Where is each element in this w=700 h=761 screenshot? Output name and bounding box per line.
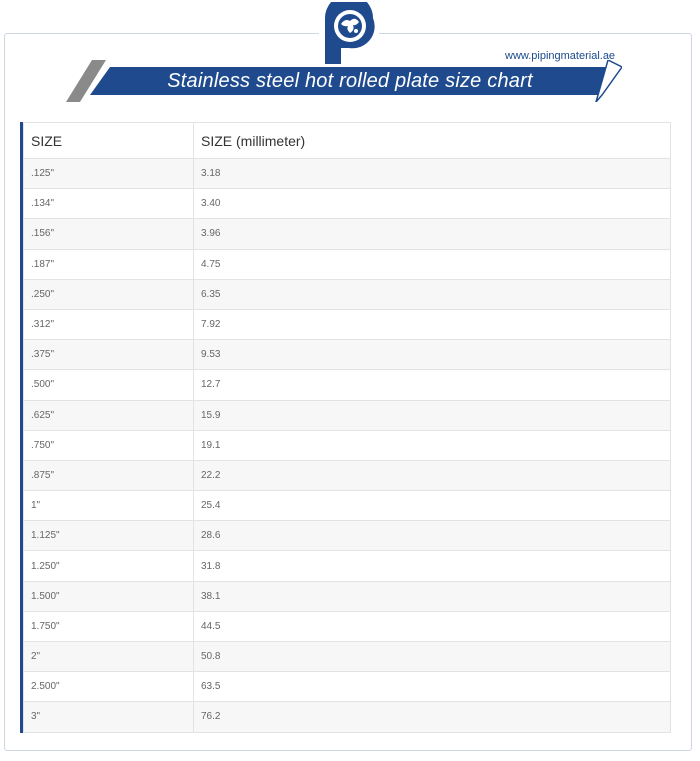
size-mm-cell: 3.18 <box>194 159 671 189</box>
size-inch-cell: 2" <box>24 642 194 672</box>
table-header-row <box>24 123 671 159</box>
column-header-size: SIZE <box>24 123 194 159</box>
table-row <box>24 219 671 249</box>
size-mm-cell: 3.40 <box>194 189 671 219</box>
size-chart-table-wrapper <box>20 122 671 733</box>
size-inch-cell: .250" <box>24 279 194 309</box>
size-mm-cell: 44.5 <box>194 611 671 641</box>
size-mm-cell: 25.4 <box>194 491 671 521</box>
size-mm-cell: 28.6 <box>194 521 671 551</box>
size-inch-cell: .312" <box>24 309 194 339</box>
table-row <box>24 611 671 641</box>
table-row <box>24 521 671 551</box>
size-mm-cell: 38.1 <box>194 581 671 611</box>
size-mm-cell: 4.75 <box>194 249 671 279</box>
table-row <box>24 340 671 370</box>
size-inch-cell: 1" <box>24 491 194 521</box>
size-inch-cell: 1.250" <box>24 551 194 581</box>
table-row <box>24 581 671 611</box>
page-title: Stainless steel hot rolled plate size chart <box>167 70 533 92</box>
size-mm-cell: 9.53 <box>194 340 671 370</box>
size-inch-cell: .156" <box>24 219 194 249</box>
table-row <box>24 430 671 460</box>
table-row <box>24 551 671 581</box>
table-row <box>24 370 671 400</box>
size-mm-cell: 63.5 <box>194 672 671 702</box>
table-row <box>24 400 671 430</box>
size-mm-cell: 6.35 <box>194 279 671 309</box>
size-inch-cell: .375" <box>24 340 194 370</box>
table-row <box>24 672 671 702</box>
size-mm-cell: 3.96 <box>194 219 671 249</box>
size-inch-cell: 1.500" <box>24 581 194 611</box>
column-header-size-mm: SIZE (millimeter) <box>194 123 671 159</box>
size-inch-cell: .500" <box>24 370 194 400</box>
size-mm-cell: 50.8 <box>194 642 671 672</box>
size-inch-cell: .625" <box>24 400 194 430</box>
table-body <box>24 159 671 733</box>
size-mm-cell: 7.92 <box>194 309 671 339</box>
size-mm-cell: 19.1 <box>194 430 671 460</box>
website-url: www.pipingmaterial.ae <box>505 50 616 62</box>
size-mm-cell: 15.9 <box>194 400 671 430</box>
size-inch-cell: 1.125" <box>24 521 194 551</box>
size-inch-cell: 2.500" <box>24 672 194 702</box>
table-row <box>24 249 671 279</box>
size-mm-cell: 31.8 <box>194 551 671 581</box>
size-inch-cell: .125" <box>24 159 194 189</box>
table-row <box>24 491 671 521</box>
size-inch-cell: .134" <box>24 189 194 219</box>
table-row <box>24 460 671 490</box>
size-inch-cell: 1.750" <box>24 611 194 641</box>
size-inch-cell: .875" <box>24 460 194 490</box>
table-row <box>24 189 671 219</box>
size-chart-table <box>23 122 671 733</box>
size-mm-cell: 76.2 <box>194 702 671 732</box>
size-mm-cell: 22.2 <box>194 460 671 490</box>
size-inch-cell: 3" <box>24 702 194 732</box>
size-inch-cell: .750" <box>24 430 194 460</box>
table-row <box>24 642 671 672</box>
table-row <box>24 159 671 189</box>
size-inch-cell: .187" <box>24 249 194 279</box>
table-row <box>24 279 671 309</box>
table-row <box>24 702 671 732</box>
piping-material-logo <box>319 2 379 64</box>
size-mm-cell: 12.7 <box>194 370 671 400</box>
table-row <box>24 309 671 339</box>
